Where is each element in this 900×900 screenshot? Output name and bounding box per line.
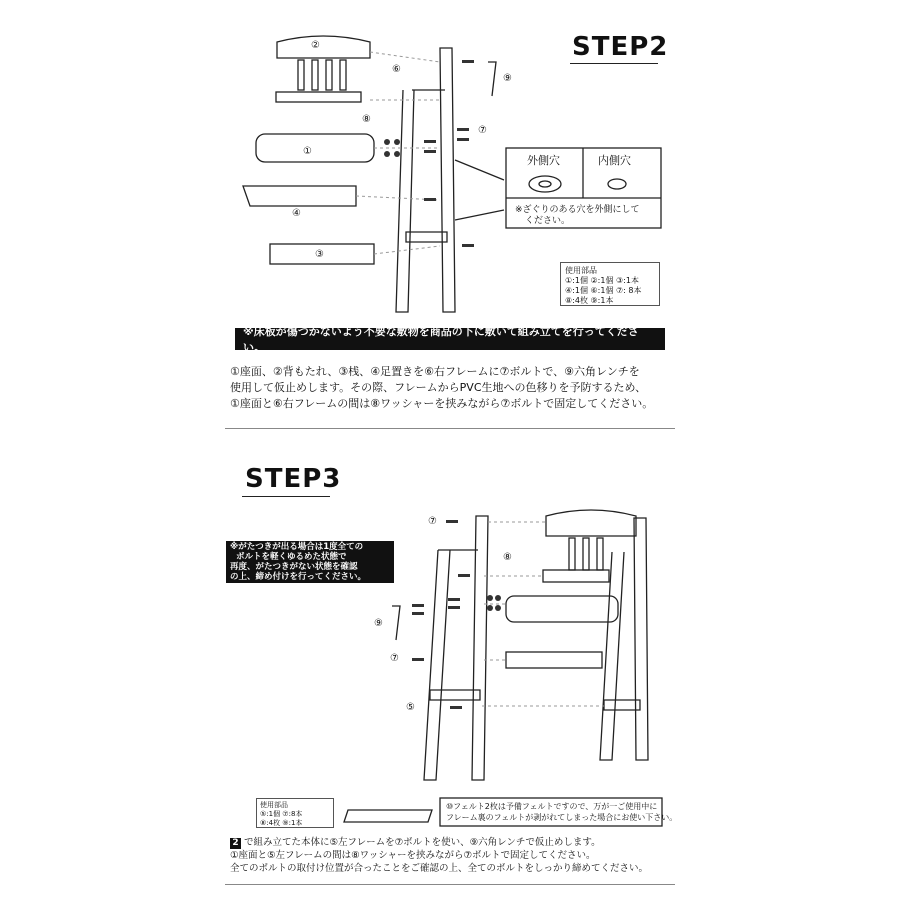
bolt — [450, 706, 462, 709]
washer — [487, 595, 493, 601]
bolt — [458, 574, 470, 577]
step2-title: STEP2 — [572, 32, 669, 62]
step3-warning-banner: ※がたつきが出る場合は1度全ての ボルトを軽くゆるめた状態で 再度、がたつきがない状態を確認 の上、締め付けを行ってください。 — [226, 541, 394, 583]
step2-warning-banner: ※床板が傷つかないよう不要な敷物を商品の下に敷いて組み立てを行ってください。 — [235, 328, 665, 350]
bolt — [412, 604, 424, 607]
bolt — [448, 598, 460, 601]
washer — [495, 595, 501, 601]
step-number-badge: 2 — [230, 838, 241, 849]
chair-backrest-slat — [597, 538, 603, 570]
label-left-frame: ⑤ — [406, 702, 415, 713]
washer — [495, 605, 501, 611]
chair-right-back-leg — [600, 552, 624, 760]
bolt — [412, 658, 424, 661]
step3-parts-box: 使用部品 ⑤:1個 ⑦:8本 ⑧:4枚 ⑨:1本 — [256, 798, 334, 828]
step2-parts-box: 使用部品 ①:1個 ②:1個 ③:1本 ④:1個 ⑥:1個 ⑦: 8本 ⑧:4枚 ⑨:1本 — [560, 262, 660, 306]
chair-backrest — [546, 510, 636, 536]
label-washer: ⑧ — [362, 114, 371, 125]
left-frame-crossbar — [430, 690, 480, 700]
bolt — [448, 606, 460, 609]
chair-backrest-slat — [569, 538, 575, 570]
hex-wrench — [392, 606, 400, 640]
label-backrest: ② — [311, 40, 320, 51]
left-frame-back-leg — [424, 550, 450, 780]
chair-footrest — [506, 652, 602, 668]
washer — [487, 605, 493, 611]
left-frame — [472, 516, 488, 780]
label-footrest: ④ — [292, 208, 301, 219]
bolt — [446, 520, 458, 523]
label-hex-wrench: ⑨ — [374, 618, 383, 629]
label-hex-wrench: ⑨ — [503, 73, 512, 84]
chair-armrest — [543, 570, 609, 582]
step3-instruction: 2 で組み立てた本体に⑤左フレームを⑦ボルトを使い、⑨六角レンチで仮止めします。 ①座面と⑤左フレームの間は⑧ワッシャーを挟みながら⑦ボルトで固定してください。 全てのボルトの取付け位置が合ったことをご確認の上、全てのボルトをしっかり締めてください。 — [230, 837, 649, 874]
inner-hole-label: 内側穴 — [598, 154, 631, 167]
outer-hole-label: 外側穴 — [527, 154, 560, 167]
hole-note: ※ざぐりのある穴を外側にして ください。 — [515, 205, 640, 226]
chair-backrest-slat — [583, 538, 589, 570]
bolt — [412, 612, 424, 615]
label-bolt: ⑦ — [478, 125, 487, 136]
step2-instruction: ①座面、②背もたれ、③桟、④足置きを⑥右フレームに⑦ボルトで、⑨六角レンチを 使用して仮止めします。その際、フレームからPVC生地への色移りを予防するため、 ①座面と⑥右フレームの間は⑧ワッシャーを挟みながら⑦ボルトで固定してください。 — [230, 365, 654, 410]
label-bolt-top: ⑦ — [428, 516, 437, 527]
felt-note: ⑩フェルト2枚は予備フェルトですので、万が一ご使用中に フレーム裏のフェルトが剥がれてしまった場合にお使い下さい。 — [446, 802, 678, 822]
chair-seat — [506, 596, 618, 622]
bottom-divider — [225, 884, 675, 885]
chair-right-crossbar — [604, 700, 640, 710]
label-washer: ⑧ — [503, 552, 512, 563]
step3-title: STEP3 — [245, 464, 342, 494]
spare-felt — [344, 810, 432, 822]
chair-right-frame — [634, 518, 648, 760]
label-rail: ③ — [315, 249, 324, 260]
label-bolt-lower: ⑦ — [390, 653, 399, 664]
label-seat: ① — [303, 146, 312, 157]
label-right-frame: ⑥ — [392, 64, 401, 75]
